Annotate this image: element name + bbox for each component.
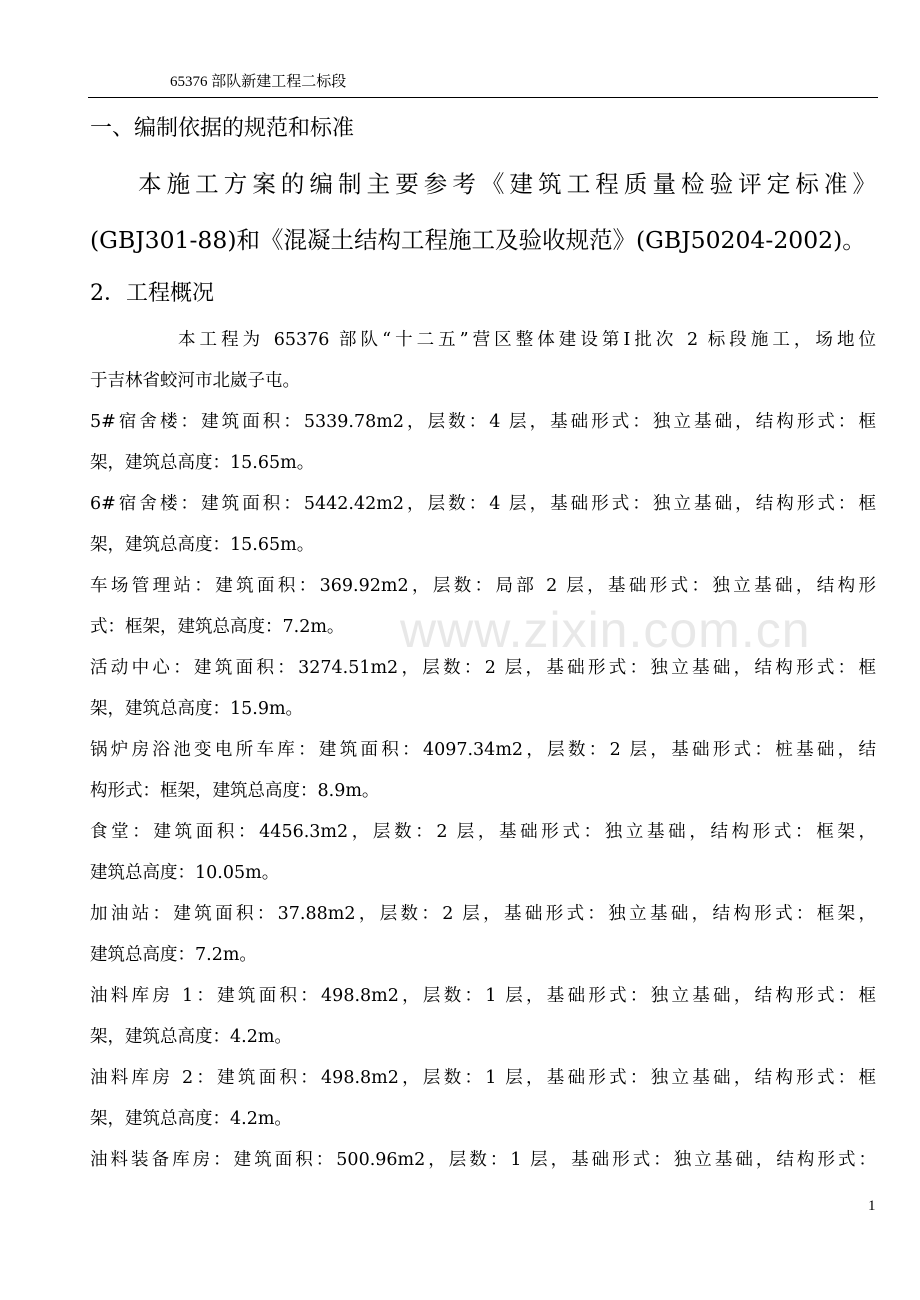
paragraph-line: 食堂：建筑面积：4456.3m2，层数：2 层，基础形式：独立基础，结构形式：框架， [90,822,876,842]
paragraph-line: 架，建筑总高度：15.65m。 [90,535,315,555]
header-divider [88,97,878,98]
section-heading-basis: 一、编制依据的规范和标准 [90,116,355,141]
paragraph-line: 活动中心：建筑面积：3274.51m2，层数：2 层，基础形式：独立基础，结构形式：框 [90,658,876,678]
intro-line-1: 本施工方案的编制主要参考《建筑工程质量检验评定标准》 [138,170,876,198]
page-header-title: 65376 部队新建工程二标段 [170,74,347,90]
paragraph-line: 建筑总高度：7.2m。 [90,945,257,965]
paragraph-line: 油料库房 2：建筑面积：498.8m2，层数：1 层，基础形式：独立基础，结构形式：框 [90,1068,876,1088]
paragraph-line: 锅炉房浴池变电所车库：建筑面积：4097.34m2，层数：2 层，基础形式：桩基础，结 [90,740,876,760]
paragraph-line: 油料装备库房：建筑面积：500.96m2，层数：1 层，基础形式：独立基础，结构形式： [90,1150,876,1170]
paragraph-line: 架，建筑总高度：4.2m。 [90,1109,292,1129]
intro-line-2: (GBJ301-88)和《混凝土结构工程施工及验收规范》(GBJ50204-2002)。 [90,226,866,254]
section-heading-overview: 2．工程概况 [90,281,214,306]
paragraph-line: 加油站：建筑面积：37.88m2，层数：2 层，基础形式：独立基础，结构形式：框架， [90,904,876,924]
paragraph-line: 于吉林省蛟河市北崴子屯。 [90,371,300,391]
paragraph-line: 架，建筑总高度：15.65m。 [90,453,315,473]
paragraph-line: 构形式：框架，建筑总高度：8.9m。 [90,781,380,801]
paragraph-line: 架，建筑总高度：4.2m。 [90,1027,292,1047]
paragraph-line: 式：框架，建筑总高度：7.2m。 [90,617,345,637]
paragraph-line: 车场管理站：建筑面积：369.92m2，层数：局部 2 层，基础形式：独立基础，结构形 [90,576,876,596]
paragraph-line: 本工程为 65376 部队“十二五”营区整体建设第Ⅰ批次 2 标段施工，场地位 [178,330,876,350]
page-number: 1 [868,1198,876,1214]
paragraph-line: 建筑总高度：10.05m。 [90,863,280,883]
paragraph-line: 油料库房 1：建筑面积：498.8m2，层数：1 层，基础形式：独立基础，结构形式：框 [90,986,876,1006]
paragraph-line: 6#宿舍楼：建筑面积：5442.42m2，层数：4 层，基础形式：独立基础，结构形式：框 [90,494,876,514]
paragraph-line: 5#宿舍楼：建筑面积：5339.78m2，层数：4 层，基础形式：独立基础，结构形式：框 [90,412,876,432]
paragraph-line: 架，建筑总高度：15.9m。 [90,699,304,719]
watermark-text: www.zixin.com.cn [400,602,811,658]
